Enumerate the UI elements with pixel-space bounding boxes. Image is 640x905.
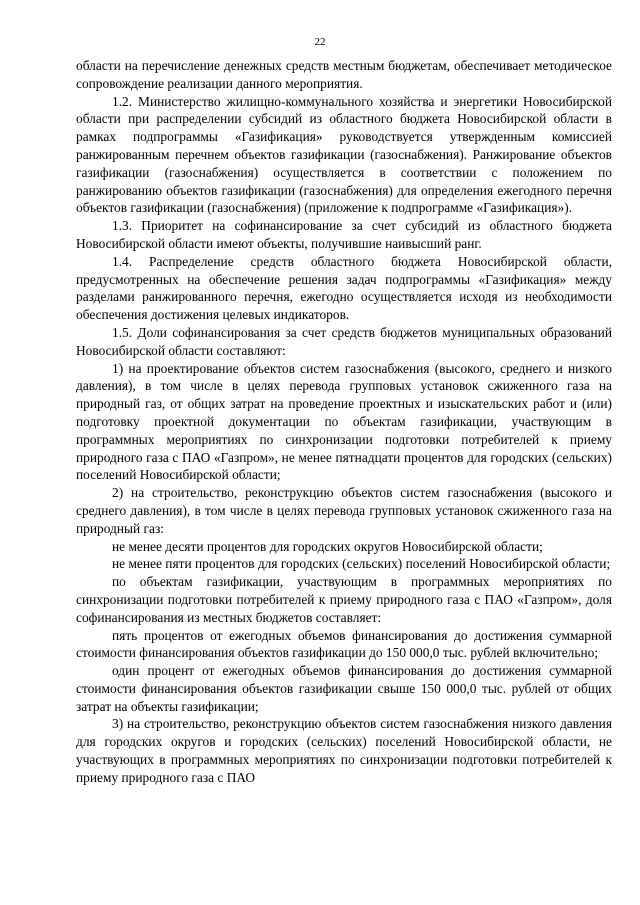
paragraph-1-2: 1.2. Министерство жилищно-коммунального хозяйства и энергетики Новосибирской области при распределении субсидий из областного бюджета Новосибирской области в рамках подпрограммы «Газификация» руководствуется утвержденным комиссией ранжированным перечнем объектов газификации (газоснабжения). Ранжирование объектов газификации (газоснабжения) осуществляется в соответствии с положением по ранжированию объектов газификации (газоснабжения) для определения ежегодного перечня объектов газификации (газоснабжения) (приложение к подпрограмме «Газификация»). xyxy=(76,93,612,216)
page-number: 22 xyxy=(314,36,326,48)
paragraph-1-5: 1.5. Доли софинансирования за счет средств бюджетов муниципальных образований Новосибирской области составляют: xyxy=(76,324,612,358)
list-item-3: 3) на строительство, реконструкцию объектов систем газоснабжения низкого давления для городских округов и городских (сельских) поселений Новосибирской области, не участвующих в программных мероприятиях по синхронизации подготовки потребителей к приему природного газа с ПАО xyxy=(76,716,612,785)
list-item-1: 1) на проектирование объектов систем газоснабжения (высокого, среднего и низкого давления), в том числе в целях перевода групповых установок сжиженного газа на природный газ, от общих затрат на проведение проектных и изыскательских работ и (или) подготовку проектной документации по объектам газификации, участвующим в программных мероприятиях по синхронизации подготовки потребителей к приему природного газа с ПАО «Газпром», не менее пятнадцати процентов для городских (сельских) поселений Новосибирской области; xyxy=(76,360,612,483)
sub-item-settlements: не менее пяти процентов для городских (сельских) поселений Новосибирской области; xyxy=(112,556,611,572)
sub-item-gazprom-objects: по объектам газификации, участвующим в программных мероприятиях по синхронизации подготовки потребителей к приему природного газа с ПАО «Газпром», доля софинансирования из местных бюджетов составляет: xyxy=(76,574,612,625)
paragraph-continuation: области на перечисление денежных средств местным бюджетам, обеспечивает методическое сопровождение реализации данного мероприятия. xyxy=(76,58,612,91)
sub-item-five-percent: пять процентов от ежегодных объемов финансирования до достижения суммарной стоимости финансирования объектов газификации до 150 000,0 тыс. рублей включительно; xyxy=(76,627,612,661)
document-body xyxy=(76,57,612,787)
list-item-2: 2) на строительство, реконструкцию объектов систем газоснабжения (высокого и среднего давления), в том числе в целях перевода групповых установок сжиженного газа на природный газ: xyxy=(76,485,612,536)
paragraph-1-4: 1.4. Распределение средств областного бюджета Новосибирской области, предусмотренных на обеспечение решения задач подпрограммы «Газификация» между разделами ранжированного перечня, ежегодно осуществляется исходя из необходимости обеспечения достижения целевых индикаторов. xyxy=(76,253,612,323)
sub-item-one-percent: один процент от ежегодных объемов финансирования до достижения суммарной стоимости финансирования объектов газификации свыше 150 000,0 тыс. рублей от общих затрат на объекты газификации; xyxy=(76,663,612,714)
sub-item-city-districts: не менее десяти процентов для городских округов Новосибирской области; xyxy=(112,538,543,554)
paragraph-1-3: 1.3. Приоритет на софинансирование за счет субсидий из областного бюджета Новосибирской области имеют объекты, получившие наивысший ранг. xyxy=(76,218,612,251)
